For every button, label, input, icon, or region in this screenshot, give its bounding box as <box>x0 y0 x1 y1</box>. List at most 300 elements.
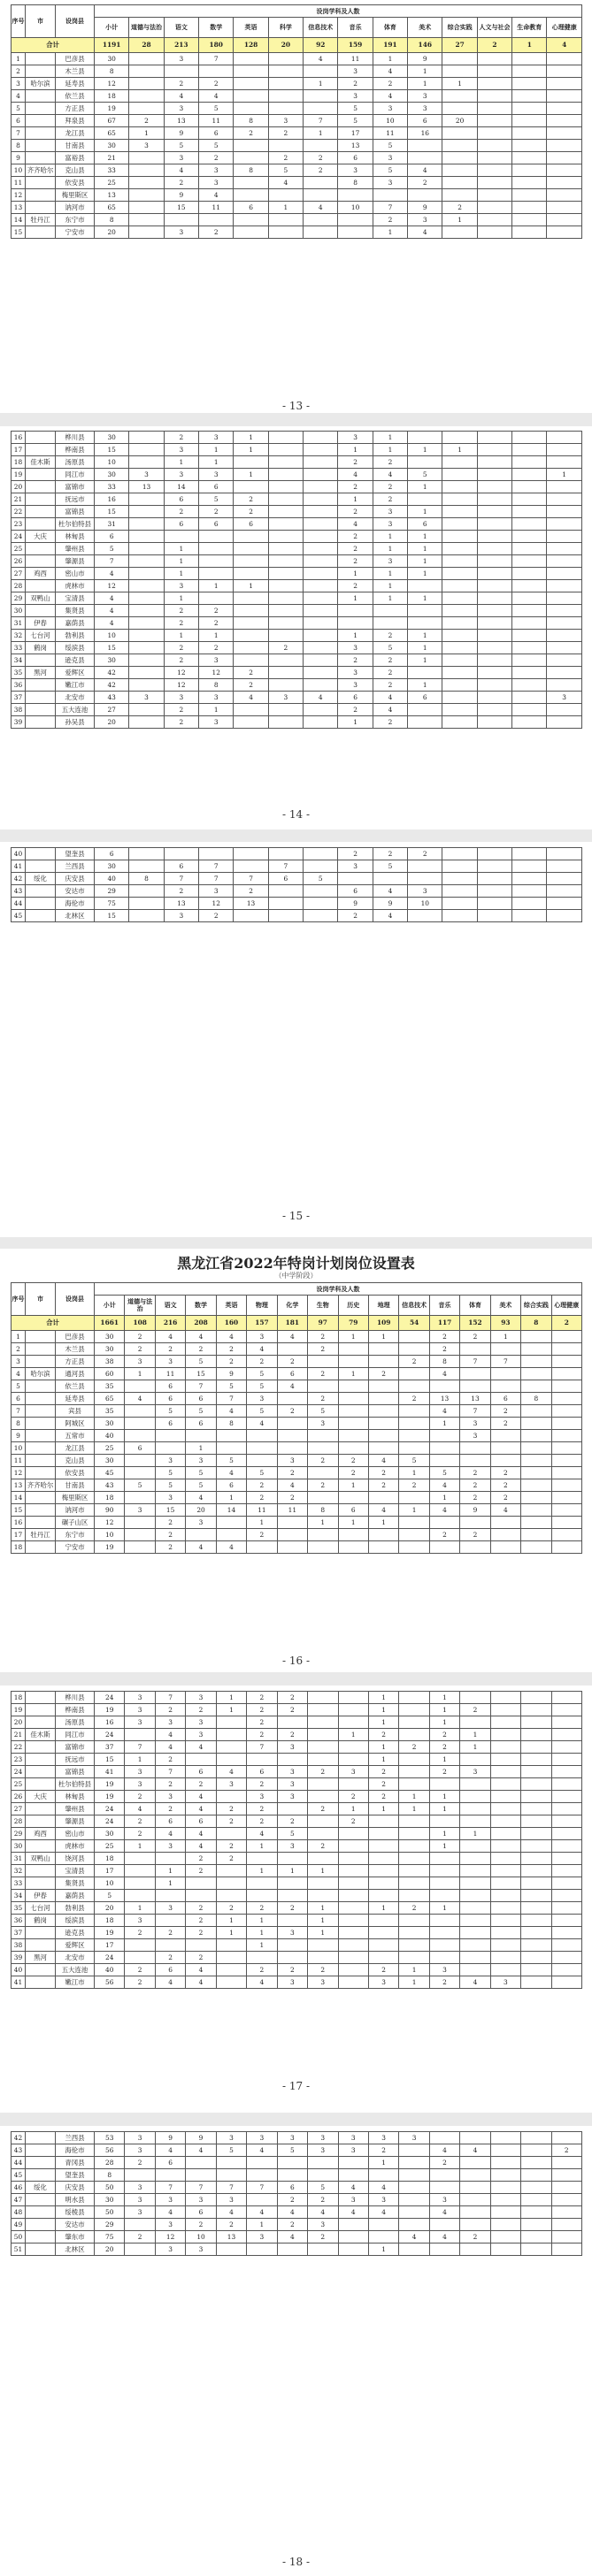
row-value <box>442 873 477 885</box>
row-value: 2 <box>247 1529 277 1541</box>
row-value <box>216 1828 246 1840</box>
row-value: 7 <box>247 2182 277 2194</box>
row-value: 4 <box>186 1541 216 1554</box>
table-row <box>12 543 582 555</box>
row-value <box>408 580 442 592</box>
row-value <box>551 1865 581 1877</box>
row-value: 2 <box>338 1791 368 1803</box>
row-county: 方正县 <box>56 1356 95 1368</box>
row-value <box>512 152 547 164</box>
page-number: - 13 - <box>281 400 310 412</box>
row-value: 8 <box>95 65 129 78</box>
row-value <box>308 1754 338 1766</box>
row-value <box>547 873 581 885</box>
row-seq: 46 <box>12 2182 26 2194</box>
row-value: 10 <box>408 898 442 910</box>
row-value <box>129 177 164 189</box>
row-seq: 25 <box>12 543 26 555</box>
row-value <box>408 910 442 922</box>
row-value <box>442 493 477 506</box>
row-value: 3 <box>373 518 407 531</box>
table-row <box>12 1704 582 1716</box>
table-row <box>12 1877 582 1890</box>
row-value <box>512 860 547 873</box>
row-value: 8 <box>95 2169 125 2182</box>
row-value: 8 <box>338 177 373 189</box>
row-city <box>26 103 56 115</box>
row-value <box>490 1952 520 1964</box>
row-value <box>129 592 164 605</box>
row-value: 2 <box>304 164 338 177</box>
row-value: 2 <box>155 1754 185 1766</box>
row-value <box>125 1952 155 1964</box>
row-value <box>338 1356 368 1368</box>
row-value <box>277 1541 307 1554</box>
row-value: 2 <box>308 1393 338 1405</box>
row-value <box>277 1853 307 1865</box>
table-row <box>12 2194 582 2206</box>
row-seq: 29 <box>12 592 26 605</box>
row-value <box>512 53 547 65</box>
row-seq: 11 <box>12 1455 26 1467</box>
row-seq: 27 <box>12 568 26 580</box>
row-value: 15 <box>95 642 129 654</box>
row-value: 4 <box>373 90 407 103</box>
row-value: 7 <box>186 2182 216 2194</box>
row-city <box>26 1492 56 1504</box>
row-value: 4 <box>399 2231 429 2243</box>
row-value: 3 <box>399 2132 429 2144</box>
row-value <box>268 617 303 630</box>
row-value: 1 <box>338 1803 368 1815</box>
row-seq: 31 <box>12 617 26 630</box>
row-value: 1 <box>216 1704 246 1716</box>
row-value <box>551 1479 581 1492</box>
row-value: 1 <box>460 1741 490 1754</box>
row-value <box>551 2194 581 2206</box>
row-seq: 7 <box>12 127 26 140</box>
row-value <box>442 177 477 189</box>
row-value <box>477 642 511 654</box>
row-seq: 13 <box>12 1479 26 1492</box>
row-value <box>268 605 303 617</box>
row-city <box>26 469 56 481</box>
row-value: 2 <box>155 1343 185 1356</box>
row-value: 1 <box>186 1442 216 1455</box>
row-city: 牡丹江 <box>26 214 56 226</box>
row-value <box>304 630 338 642</box>
row-value <box>512 90 547 103</box>
row-county: 孙吴县 <box>56 716 95 729</box>
row-value <box>512 226 547 239</box>
row-value <box>155 1915 185 1927</box>
row-value <box>490 2243 520 2256</box>
row-value <box>129 189 164 202</box>
row-value: 4 <box>429 1368 459 1380</box>
row-value <box>155 1890 185 1902</box>
row-value <box>521 1405 551 1418</box>
row-value: 4 <box>277 1380 307 1393</box>
row-value <box>199 214 234 226</box>
row-city <box>26 860 56 873</box>
row-value <box>442 716 477 729</box>
row-value <box>129 617 164 630</box>
row-value: 4 <box>95 617 129 630</box>
row-value <box>547 910 581 922</box>
table-row <box>12 1467 582 1479</box>
row-value <box>368 1380 398 1393</box>
row-value <box>129 202 164 214</box>
row-value <box>129 848 164 860</box>
row-value: 2 <box>234 679 268 692</box>
row-value: 11 <box>199 115 234 127</box>
row-county: 碾子山区 <box>56 1517 95 1529</box>
table-row <box>12 456 582 469</box>
row-value: 4 <box>247 1343 277 1356</box>
table-row <box>12 506 582 518</box>
row-value: 7 <box>268 860 303 873</box>
row-county: 北林区 <box>56 910 95 922</box>
row-value <box>399 1815 429 1828</box>
row-value: 2 <box>125 1927 155 1939</box>
row-value <box>399 2157 429 2169</box>
table-row <box>12 481 582 493</box>
row-value: 2 <box>338 456 373 469</box>
row-value: 1 <box>429 1704 459 1716</box>
row-value <box>304 885 338 898</box>
row-value <box>442 53 477 65</box>
row-value: 2 <box>368 1766 398 1778</box>
row-value: 3 <box>308 2219 338 2231</box>
row-county: 勃利县 <box>56 630 95 642</box>
table-row <box>12 1331 582 1343</box>
row-value <box>125 1430 155 1442</box>
row-value <box>129 164 164 177</box>
row-value: 7 <box>199 873 234 885</box>
row-value <box>268 848 303 860</box>
row-value <box>551 1517 581 1529</box>
row-value <box>277 1803 307 1815</box>
table-row <box>12 2243 582 2256</box>
table-row <box>12 1778 582 1791</box>
row-value: 3 <box>338 65 373 78</box>
row-value <box>551 1890 581 1902</box>
row-value: 1 <box>338 630 373 642</box>
row-value: 2 <box>308 1766 338 1778</box>
row-value: 2 <box>216 1853 246 1865</box>
row-value: 1 <box>460 1828 490 1840</box>
row-county: 宝清县 <box>56 1865 95 1877</box>
row-value: 3 <box>338 642 373 654</box>
row-value <box>460 2169 490 2182</box>
row-value: 2 <box>234 667 268 679</box>
row-seq: 10 <box>12 1442 26 1455</box>
row-value: 4 <box>368 2206 398 2219</box>
row-value <box>521 1877 551 1890</box>
row-value: 5 <box>373 860 407 873</box>
row-value <box>368 1815 398 1828</box>
row-value: 2 <box>368 1479 398 1492</box>
row-value: 2 <box>368 1368 398 1380</box>
row-value <box>234 53 268 65</box>
row-value: 6 <box>155 1815 185 1828</box>
row-value: 4 <box>304 202 338 214</box>
row-value: 1 <box>408 642 442 654</box>
row-value: 20 <box>95 1902 125 1915</box>
row-city <box>26 2157 56 2169</box>
row-value <box>442 568 477 580</box>
row-value <box>234 226 268 239</box>
row-value <box>338 1927 368 1939</box>
row-value: 6 <box>199 481 234 493</box>
table-row <box>12 214 582 226</box>
row-value: 7 <box>216 1393 246 1405</box>
row-value <box>442 630 477 642</box>
row-value <box>308 1791 338 1803</box>
row-value <box>547 592 581 605</box>
row-value: 2 <box>490 1405 520 1418</box>
row-value <box>304 679 338 692</box>
row-value: 15 <box>95 1754 125 1766</box>
total-value: 152 <box>460 1316 490 1331</box>
row-value <box>129 65 164 78</box>
row-value <box>547 518 581 531</box>
row-value <box>338 2243 368 2256</box>
table-row <box>12 78 582 90</box>
row-value: 1 <box>199 456 234 469</box>
row-value: 3 <box>247 1791 277 1803</box>
row-value <box>399 1927 429 1939</box>
row-value <box>512 140 547 152</box>
row-value: 2 <box>490 1492 520 1504</box>
row-value: 3 <box>373 555 407 568</box>
table-row <box>12 1479 582 1492</box>
row-value <box>547 214 581 226</box>
table-secondary-page-17 <box>11 1691 582 1989</box>
row-seq: 4 <box>12 1368 26 1380</box>
row-value <box>338 1492 368 1504</box>
row-value <box>547 885 581 898</box>
row-value <box>521 1430 551 1442</box>
total-value: 1661 <box>95 1316 125 1331</box>
row-value <box>308 1692 338 1704</box>
row-value: 3 <box>155 1716 185 1729</box>
table-row <box>12 873 582 885</box>
table-row <box>12 2169 582 2182</box>
row-value: 3 <box>199 716 234 729</box>
table-row <box>12 1517 582 1529</box>
row-value: 5 <box>186 1467 216 1479</box>
table-row <box>12 1952 582 1964</box>
total-value: 109 <box>368 1316 398 1331</box>
row-value: 6 <box>164 860 198 873</box>
row-city <box>26 1331 56 1343</box>
row-value <box>234 568 268 580</box>
row-value: 2 <box>368 2144 398 2157</box>
row-value: 13 <box>95 189 129 202</box>
row-value: 2 <box>429 1766 459 1778</box>
row-value <box>551 1380 581 1393</box>
row-value <box>399 2194 429 2206</box>
row-city <box>26 140 56 152</box>
row-value <box>521 2157 551 2169</box>
row-value <box>399 1368 429 1380</box>
row-value <box>338 1692 368 1704</box>
row-county: 宾县 <box>56 1405 95 1418</box>
row-city <box>26 580 56 592</box>
row-value <box>460 1877 490 1890</box>
row-value: 3 <box>460 1418 490 1430</box>
row-value <box>399 1405 429 1418</box>
row-value: 9 <box>408 202 442 214</box>
row-value: 2 <box>186 1902 216 1915</box>
row-value: 2 <box>338 704 373 716</box>
row-value: 3 <box>164 226 198 239</box>
row-value <box>234 654 268 667</box>
row-value: 1 <box>442 444 477 456</box>
row-county: 依安县 <box>56 1467 95 1479</box>
row-seq: 14 <box>12 214 26 226</box>
row-value: 2 <box>277 1467 307 1479</box>
row-value: 2 <box>338 78 373 90</box>
row-county: 巴彦县 <box>56 1331 95 1343</box>
row-value <box>199 65 234 78</box>
row-value <box>521 1455 551 1467</box>
row-value: 2 <box>247 1902 277 1915</box>
row-value: 2 <box>429 2157 459 2169</box>
row-value: 1 <box>164 630 198 642</box>
row-value <box>460 2157 490 2169</box>
row-value: 31 <box>95 518 129 531</box>
row-value: 3 <box>125 2144 155 2157</box>
row-value: 7 <box>199 53 234 65</box>
row-value: 3 <box>186 1517 216 1529</box>
row-value: 2 <box>460 2231 490 2243</box>
row-value <box>551 1766 581 1778</box>
row-value: 2 <box>155 1517 185 1529</box>
row-value <box>368 1405 398 1418</box>
row-value <box>234 177 268 189</box>
row-value: 2 <box>155 1529 185 1541</box>
row-value: 1 <box>368 2157 398 2169</box>
row-value <box>429 2182 459 2194</box>
row-value: 3 <box>199 177 234 189</box>
row-value: 2 <box>373 456 407 469</box>
row-value <box>234 152 268 164</box>
row-value: 3 <box>277 1840 307 1853</box>
row-value: 24 <box>95 1952 125 1964</box>
row-value <box>477 140 511 152</box>
row-value <box>521 1952 551 1964</box>
table-row <box>12 568 582 580</box>
row-value <box>129 885 164 898</box>
total-value: 28 <box>129 38 164 53</box>
row-value <box>460 1890 490 1902</box>
table-row <box>12 1343 582 1356</box>
row-value: 3 <box>125 2182 155 2194</box>
row-value: 1 <box>125 1902 155 1915</box>
row-value: 41 <box>95 1766 125 1778</box>
row-value: 1 <box>247 1865 277 1877</box>
row-value: 2 <box>247 1692 277 1704</box>
header-subject: 数学 <box>186 1296 216 1316</box>
row-value <box>268 555 303 568</box>
table-row <box>12 1915 582 1927</box>
row-value: 2 <box>234 493 268 506</box>
row-value: 3 <box>216 1778 246 1791</box>
row-value <box>477 667 511 679</box>
row-value <box>277 2169 307 2182</box>
row-value: 29 <box>95 2219 125 2231</box>
row-value: 4 <box>408 164 442 177</box>
row-value <box>547 642 581 654</box>
row-value <box>338 1976 368 1989</box>
row-value <box>521 1716 551 1729</box>
row-value <box>268 444 303 456</box>
row-value <box>268 189 303 202</box>
row-value: 4 <box>460 1976 490 1989</box>
row-value: 3 <box>155 1492 185 1504</box>
row-value: 5 <box>247 1467 277 1479</box>
row-value <box>304 189 338 202</box>
row-value: 8 <box>95 214 129 226</box>
table-row <box>12 2182 582 2194</box>
row-seq: 32 <box>12 1865 26 1877</box>
row-value: 1 <box>155 1865 185 1877</box>
row-value: 3 <box>186 1455 216 1467</box>
row-value: 1 <box>408 654 442 667</box>
row-county: 讷河市 <box>56 1504 95 1517</box>
row-value <box>477 432 511 444</box>
row-value: 5 <box>373 164 407 177</box>
row-value <box>477 885 511 898</box>
row-value <box>551 1791 581 1803</box>
row-value <box>399 1331 429 1343</box>
row-value <box>277 1529 307 1541</box>
row-value: 4 <box>277 2206 307 2219</box>
row-seq: 7 <box>12 1405 26 1418</box>
row-value <box>547 630 581 642</box>
row-city: 大庆 <box>26 531 56 543</box>
row-city: 佳木斯 <box>26 456 56 469</box>
row-value: 3 <box>268 692 303 704</box>
row-value: 2 <box>199 617 234 630</box>
row-value <box>477 580 511 592</box>
row-seq: 20 <box>12 481 26 493</box>
row-value: 3 <box>338 2144 368 2157</box>
row-value: 1 <box>199 580 234 592</box>
row-county: 密山市 <box>56 568 95 580</box>
row-value: 2 <box>247 1815 277 1828</box>
row-value <box>234 90 268 103</box>
row-value: 6 <box>186 1815 216 1828</box>
row-value <box>547 152 581 164</box>
row-value <box>477 531 511 543</box>
row-value <box>551 2182 581 2194</box>
header-subject: 综合实践 <box>521 1296 551 1316</box>
row-value <box>199 531 234 543</box>
row-value: 12 <box>95 78 129 90</box>
row-value: 7 <box>155 1766 185 1778</box>
row-value <box>399 2182 429 2194</box>
row-value: 24 <box>95 1692 125 1704</box>
row-value: 3 <box>125 1692 155 1704</box>
row-value: 2 <box>338 506 373 518</box>
row-value: 5 <box>247 1368 277 1380</box>
row-value <box>129 226 164 239</box>
row-value <box>429 1430 459 1442</box>
row-value: 7 <box>460 1356 490 1368</box>
